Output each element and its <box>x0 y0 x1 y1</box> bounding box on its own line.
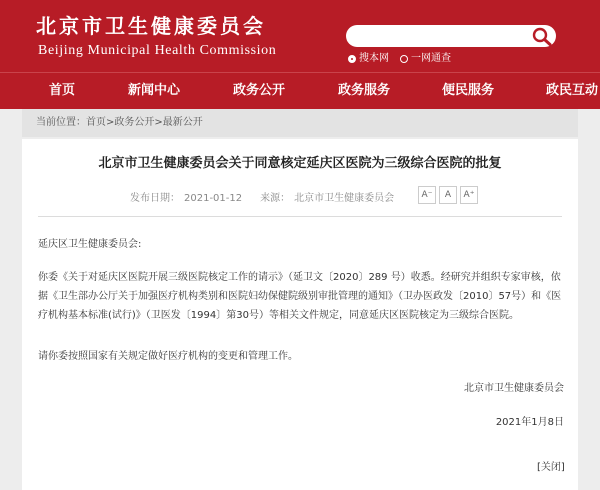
breadcrumb-item-gov-open[interactable]: 政务公开 <box>114 117 155 128</box>
main-nav <box>0 72 600 109</box>
article-signature: 北京市卫生健康委员会 <box>464 383 564 394</box>
publish-date: 2021-01-12 <box>184 193 243 204</box>
article-signed-date: 2021年1月8日 <box>495 417 564 428</box>
breadcrumb-prefix: 当前位置： <box>36 117 86 128</box>
article-paragraph-2: 请你委按照国家有关规定做好医疗机构的变更和管理工作。 <box>38 351 298 362</box>
article-panel <box>22 139 578 490</box>
breadcrumb <box>22 109 578 137</box>
site-logo-title[interactable]: 北京市卫生健康委员会 <box>36 14 266 38</box>
breadcrumb-item-home[interactable]: 首页 <box>86 117 106 128</box>
article-salutation: 延庆区卫生健康委员会: <box>38 239 142 250</box>
search-scope-label-all[interactable]: 一网通查 <box>411 53 451 64</box>
article-meta <box>130 192 398 206</box>
font-size-controls <box>418 186 481 204</box>
nav-item-news[interactable]: 新闻中心 <box>128 83 181 98</box>
search-scope-label-site[interactable]: 搜本网 <box>359 53 389 64</box>
nav-item-interaction[interactable]: 政民互动 <box>546 83 599 98</box>
search-icon[interactable] <box>529 25 555 47</box>
search-scope-radio-site[interactable] <box>348 55 356 63</box>
search-box <box>346 25 556 47</box>
font-decrease-button[interactable]: A⁻ <box>418 186 436 204</box>
nav-item-gov-service[interactable]: 政务服务 <box>338 83 391 98</box>
source-value: 北京市卫生健康委员会 <box>294 193 395 204</box>
publish-date-label: 发布日期： <box>130 193 180 204</box>
meta-divider <box>38 216 562 217</box>
nav-item-public-service[interactable]: 便民服务 <box>442 83 495 98</box>
search-input[interactable] <box>356 27 526 45</box>
article-title: 北京市卫生健康委员会关于同意核定延庆区医院为三级综合医院的批复 <box>98 156 502 171</box>
close-button[interactable]: [关闭] <box>537 462 565 473</box>
nav-item-home[interactable]: 首页 <box>49 83 76 98</box>
search-scope-options <box>348 53 462 65</box>
breadcrumb-item-latest[interactable]: 最新公开 <box>162 117 203 128</box>
source-label: 来源： <box>260 193 291 204</box>
site-header <box>0 0 600 72</box>
font-default-button[interactable]: A <box>439 186 457 204</box>
search-scope-radio-all[interactable] <box>400 55 408 63</box>
breadcrumb-separator: > <box>154 117 163 128</box>
site-logo-subtitle: Beijing Municipal Health Commission <box>38 43 277 58</box>
breadcrumb-separator: > <box>106 117 115 128</box>
article-paragraph-1: 你委《关于对延庆区医院开展三级医院核定工作的请示》（延卫文〔2020〕289 号）收悉。经研究并组织专家审核，依据《卫生部办公厅关于加强医疗机构类别和医院妇幼保健院级别审批管理的通知》（卫办医政发〔2010〕57号）和《医疗机构基本标准(试行)》（卫医发〔1994〕第30号）等相关文件规定，同意延庆区医院核定为三级综合医院。 <box>38 272 562 321</box>
font-increase-button[interactable]: A⁺ <box>460 186 478 204</box>
nav-item-gov-open[interactable]: 政务公开 <box>233 83 286 98</box>
